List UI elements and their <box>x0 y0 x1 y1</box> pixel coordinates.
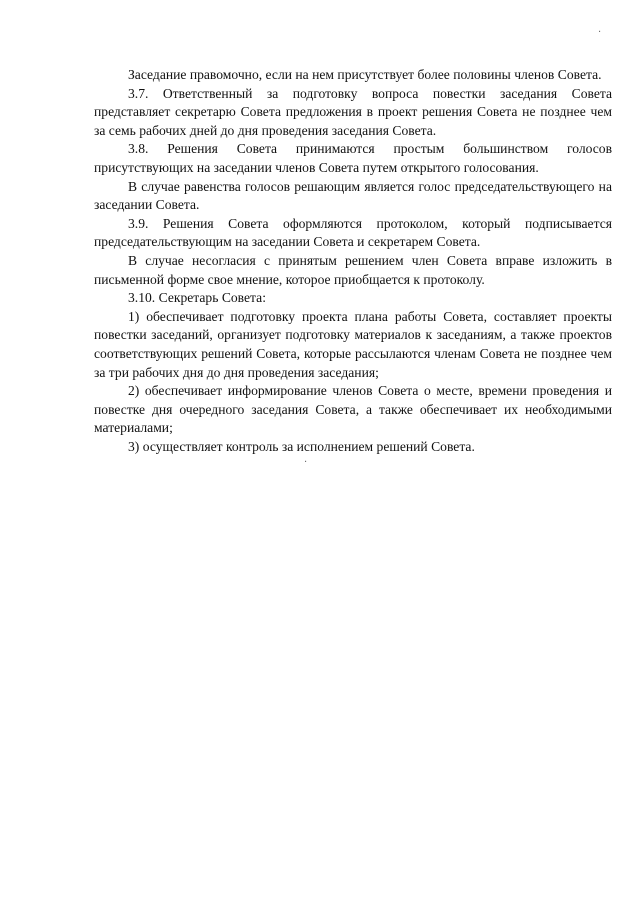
document-body <box>94 66 612 456</box>
paragraph-3-8: 3.8. Решения Совета принимаются простым большинством голосов присутствующих на заседании членов Совета путем открытого голосования. <box>94 141 612 175</box>
paragraph-duty-1: 1) обеспечивает подготовку проекта плана работы Совета, составляет проекты повестки заседаний, организует подготовку материалов к заседаниям, а также проектов соответствующих решений Совета, которые рассылаются членам Совета не позднее чем за три рабочих дня до дня проведения заседания; <box>94 308 612 380</box>
paragraph-duty-3: 3) осуществляет контроль за исполнением решений Совета. <box>128 438 475 454</box>
paragraph-3-9: 3.9. Решения Совета оформляются протоколом, который подписывается председательствующим на заседании Совета и секретарем Совета. <box>94 215 612 250</box>
paragraph-duty-2: 2) обеспечивает информирование членов Совета о месте, времени проведения и повестке дня очередного заседания Совета, а также обеспечивает их необходимыми материалами; <box>94 383 612 436</box>
paragraph-quorum: Заседание правомочно, если на нем присутствует более половины членов Совета. <box>128 67 602 82</box>
paragraph-disagreement: В случае несогласия с принятым решением член Совета вправе изложить в письменной форме свое мнение, которое приобщается к протоколу. <box>94 252 612 287</box>
paragraph-equal-votes: В случае равенства голосов решающим является голос председательствующего на заседании Совета. <box>94 178 612 213</box>
paragraph-3-7: 3.7. Ответственный за подготовку вопроса повестки заседания Совета представляет секретарю Совета предложения в проект решения Совета не позднее чем за семь рабочих дней до дня проведения заседания Совета. <box>94 85 612 138</box>
paragraph-3-10: 3.10. Секретарь Совета: <box>128 290 266 306</box>
scan-mark-center: · <box>304 457 308 468</box>
scan-mark-top-right: · <box>598 27 602 38</box>
